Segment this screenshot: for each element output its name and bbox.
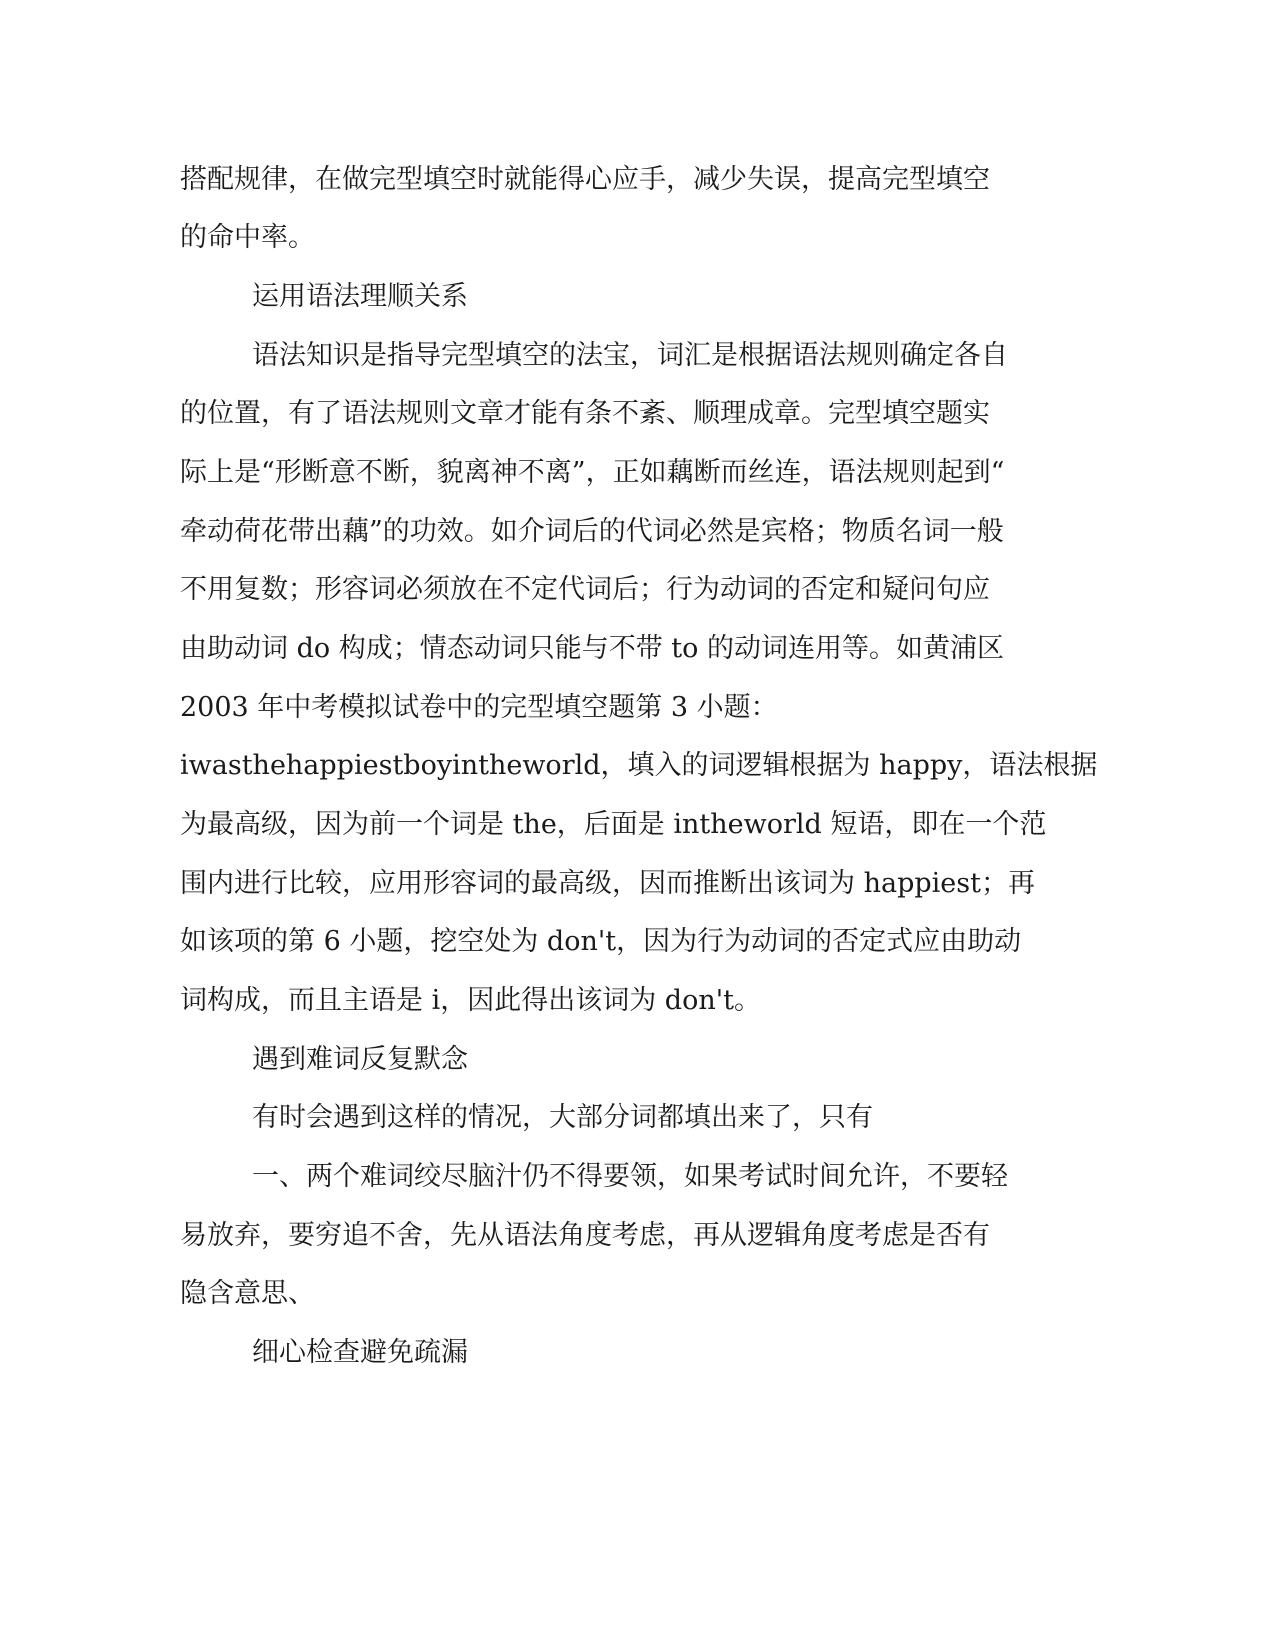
document-page (180, 0, 1098, 1650)
section-heading: 遇到难词反复默念 (252, 1044, 468, 1075)
paragraph-line: 一、两个难词绞尽脑汁仍不得要领，如果考试时间允许，不要轻 (252, 1161, 1008, 1192)
paragraph-line: 语法知识是指导完型填空的法宝，词汇是根据语法规则确定各自 (252, 340, 1008, 371)
paragraph-line: 的位置，有了语法规则文章才能有条不紊、顺理成章。完型填空题实 (180, 398, 990, 429)
paragraph-line: 易放弃，要穷追不舍，先从语法角度考虑，再从逻辑角度考虑是否有 (180, 1220, 990, 1251)
paragraph-line: 词构成，而且主语是 i，因此得出该词为 don't。 (180, 985, 762, 1016)
paragraph-line: 隐含意思、 (180, 1278, 315, 1309)
paragraph-line: 围内进行比较，应用形容词的最高级，因而推断出该词为 happiest；再 (180, 868, 1035, 899)
paragraph-line: 为最高级，因为前一个词是 the，后面是 intheworld 短语，即在一个范 (180, 809, 1047, 840)
section-heading: 运用语法理顺关系 (252, 281, 468, 312)
paragraph-line: 牵动荷花带出藕”的功效。如介词后的代词必然是宾格；物质名词一般 (180, 516, 1004, 547)
paragraph-line: 有时会遇到这样的情况，大部分词都填出来了，只有 (252, 1102, 873, 1133)
paragraph-line: 的命中率。 (180, 222, 315, 253)
section-heading: 细心检查避免疏漏 (252, 1337, 468, 1368)
paragraph-line: 如该项的第 6 小题，挖空处为 don't，因为行为动词的否定式应由助动 (180, 926, 1022, 957)
paragraph-line: 际上是“形断意不断，貌离神不离”，正如藕断而丝连，语法规则起到“ (180, 457, 1005, 488)
paragraph-line: 不用复数；形容词必须放在不定代词后；行为动词的否定和疑问句应 (180, 574, 990, 605)
paragraph-line: iwasthehappiestboyintheworld，填入的词逻辑根据为 happy，语法根据 (180, 750, 1098, 781)
paragraph-line: 由助动词 do 构成；情态动词只能与不带 to 的动词连用等。如黄浦区 (180, 633, 1004, 664)
paragraph-line: 搭配规律，在做完型填空时就能得心应手，减少失误，提高完型填空 (180, 164, 990, 195)
paragraph-line: 2003 年中考模拟试卷中的完型填空题第 3 小题： (180, 692, 778, 723)
